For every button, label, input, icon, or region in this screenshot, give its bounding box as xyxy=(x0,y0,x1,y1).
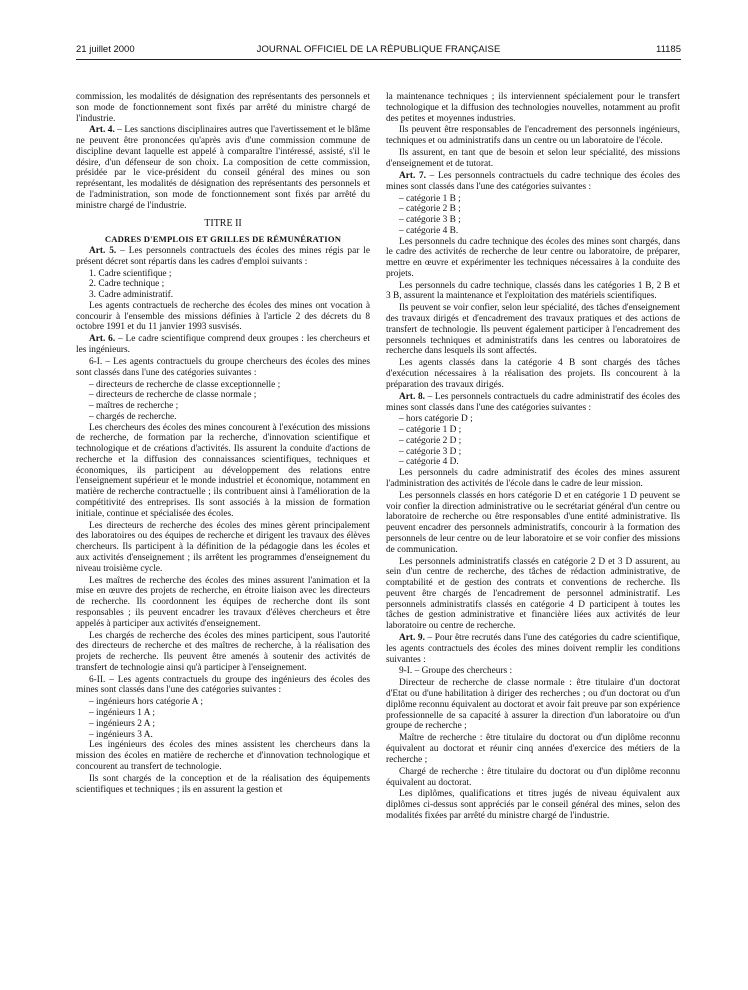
paragraph: Les agents contractuels de recherche des écoles des mines ont vocation à concourir à l'ensemble des missions définies à l'article 2 des décrets du 8 octobre 1991 et du 11 janvier 1993 susvisés. xyxy=(76,300,370,333)
article-9 xyxy=(386,633,680,665)
article-lead: Art. 9. xyxy=(399,633,425,643)
list-item: 1. Cadre scientifique ; xyxy=(89,268,172,279)
article-6 xyxy=(76,334,370,356)
list-item: – catégorie 1 D ; xyxy=(399,425,462,436)
paragraph: 6-I. – Les agents contractuels du groupe chercheurs des écoles des mines sont classés dans l'une des catégories suivantes : xyxy=(76,357,370,378)
paragraph: Les ingénieurs des écoles des mines assistent les chercheurs dans la mission des écoles en matière de recherche et d'innovation technologique et concourent au transfert de technologie. xyxy=(76,740,370,772)
paragraph: Les agents classés dans la catégorie 4 B sont chargés des tâches d'exécution nécessaires à la réalisation des projets. Ils concourent à la préparation des travaux dirigés. xyxy=(386,358,680,390)
article-text: – Le cadre scientifique comprend deux groupes : les chercheurs et les ingénieurs. xyxy=(76,334,370,356)
paragraph: Les personnels du cadre technique, classés dans les catégories 1 B, 2 B et 3 B, assurent la maintenance et l'exploitation des matériels scientifiques. xyxy=(386,280,680,302)
list-item: – maîtres de recherche ; xyxy=(89,401,179,412)
list-item: 3. Cadre administratif. xyxy=(89,290,174,301)
list-item: – catégorie 2 D ; xyxy=(399,435,462,446)
article-lead: Art. 7. xyxy=(399,170,427,181)
paragraph: Ils peuvent se voir confier, selon leur spécialité, des tâches d'enseignement des travaux dirigés et d'encadrement des travaux pratiques et des actions de transfert de technologie. Ils peuvent également participer à l'encadrement des personnels techniques et administratifs dans les centres ou laboratoires de recherche dans lesquels ils sont affectés. xyxy=(386,303,680,357)
list-item: – chargés de recherche. xyxy=(89,411,177,422)
list-item: – directeurs de recherche de classe normale ; xyxy=(89,390,257,401)
paragraph: commission, les modalités de désignation des représentants des personnels et son mode de fonctionnement sont fixés par arrêté du ministre chargé de l'industrie. xyxy=(76,92,370,124)
paragraph: 9-I. – Groupe des chercheurs : xyxy=(399,666,513,677)
paragraph: Les directeurs de recherche des écoles des mines gèrent principalement des laboratoires ou des équipes de recherche et dirigent les travaux des élèves chercheurs. Ils participent à la définition de la pédagogie dans les écoles et aux activités d'enseignement ; ils arrêtent les programmes d'enseignement du niveau troisième cycle. xyxy=(76,520,370,574)
paragraph: Les maîtres de recherche des écoles des mines assurent l'animation et la mise en œuvre des projets de recherche, en étroite liaison avec les directeurs de recherche. Ils coordonnent les équipes de recherche dont ils sont responsables ; ils peuvent encadrer les travaux d'élèves chercheurs et être appelés à participer aux activités d'enseignement. xyxy=(76,575,370,629)
paragraph: Ils assurent, en tant que de besoin et selon leur spécialité, des missions d'enseignement et de tutorat. xyxy=(386,148,680,169)
page-header xyxy=(76,44,681,58)
list-item: – catégorie 4 D. xyxy=(399,457,459,468)
paragraph: Ils peuvent être responsables de l'encadrement des personnels ingénieurs, techniques et ou administratifs dans un centre ou un laboratoire de l'école. xyxy=(386,125,680,147)
article-lead: Art. 8. xyxy=(399,391,425,402)
list-item: – catégorie 3 D ; xyxy=(399,446,462,457)
paragraph: Les personnels du cadre technique des écoles des mines sont chargés, dans le cadre des activités de recherche de leur centre ou laboratoire, de préparer, mettre en œuvre et expérimenter les techniques nécessaires à la conduite des projets. xyxy=(386,236,680,279)
list-item: – catégorie 1 B ; xyxy=(399,193,461,204)
right-column xyxy=(386,92,680,823)
list-item: – catégorie 3 B ; xyxy=(399,215,461,225)
paragraph: la maintenance techniques ; ils interviennent spécialement pour le transfert technologique et la diffusion des technologies nouvelles, notamment au profit des petites et moyennes industries. xyxy=(386,92,680,124)
article-lead: Art. 6. xyxy=(89,334,116,345)
titre-subheading: CADRES D'EMPLOIS ET GRILLES DE RÉMUNÉRATION xyxy=(104,234,342,245)
paragraph: Les personnels du cadre administratif des écoles des mines assurent l'administration des activités de l'école dans le cadre de leur mission. xyxy=(386,468,680,489)
paragraph: 6-II. – Les agents contractuels du groupe des ingénieurs des écoles des mines sont classés dans l'une des catégories suivantes : xyxy=(76,674,370,696)
paragraph: Les personnels classés en hors catégorie D et en catégorie 1 D peuvent se voir confier la direction administrative ou le secrétariat général d'un centre ou laboratoire de recherche ou être responsables d'une entité administrative. Ils peuvent encadrer des personnels administratifs, concourir à la formation des personnels de leur centre ou de leur laboratoire et se voir confier des missions de communication. xyxy=(386,490,680,555)
list-item: – catégorie 4 B. xyxy=(399,225,459,236)
list-item: – ingénieurs 2 A ; xyxy=(89,718,155,729)
article-text: – Pour être recrutés dans l'une des catégories du cadre scientifique, les agents contractuels des écoles des mines doivent remplir les conditions suivantes : xyxy=(386,633,680,665)
paragraph: Les chargés de recherche des écoles des mines participent, sous l'autorité des directeurs de recherche et des maîtres de recherche, à la réalisation des projets de recherche. Ils peuvent être amenés à soutenir des activités de transfert de technologie ainsi qu'à participer à l'enseignement. xyxy=(76,630,370,673)
list-item: – catégorie 2 B ; xyxy=(399,204,461,215)
list-item: – ingénieurs 3 A. xyxy=(89,729,153,740)
header-page-number: 11185 xyxy=(655,44,681,55)
article-text: – Les personnels contractuels du cadre administratif des écoles des mines sont classés dans l'une des catégories suivantes : xyxy=(386,391,681,413)
list-item: – ingénieurs 1 A ; xyxy=(89,708,155,719)
article-text: – Les personnels contractuels des écoles des mines régis par le présent décret sont répartis dans les cadres d'emploi suivants : xyxy=(76,245,370,267)
list-item: – ingénieurs hors catégorie A ; xyxy=(89,697,203,708)
titre-heading: TITRE II xyxy=(204,218,242,230)
paragraph: Chargé de recherche : être titulaire du doctorat ou d'un diplôme reconnu équivalent au doctorat. xyxy=(386,766,680,788)
article-5 xyxy=(76,246,370,268)
header-title: JOURNAL OFFICIEL DE LA RÉPUBLIQUE FRANÇAISE xyxy=(256,44,501,55)
header-date: 21 juillet 2000 xyxy=(76,44,135,55)
article-text: – Les sanctions disciplinaires autres que l'avertissement et le blâme ne peuvent être prononcées qu'après avis d'une commission commune de discipline devant laquelle est appelé à comparaître l'intéressé, assisté, s'il le désire, d'un défenseur de son choix. La composition de cette commission, présidée par le vice-président du conseil général des mines ou son représentant, les modalités de désignation des représentants des personnels et de l'administration, son mode de fonctionnement sont fixés par arrêté du ministre chargé de l'industrie. xyxy=(76,125,371,211)
paragraph: Les chercheurs des écoles des mines concourent à l'exécution des missions de recherche, de formation par la recherche, d'innovation scientifique et technologique et de créations d'activités. Ils assurent la conduite d'actions de recherche et la diffusion des connaissances scientifiques, techniques et économiques, ils participent au développement des relations entre l'enseignement supérieur et le monde industriel et économique, notamment en matière de recherche contractuelle ; ils contribuent ainsi à l'amélioration de la compétitivité des entreprises. Ils sont associés à la mission de formation initiale, continue et spécialisée des écoles. xyxy=(76,422,370,519)
paragraph: Les diplômes, qualifications et titres jugés de niveau équivalent aux diplômes ci-dessus sont appréciés par le conseil général des mines, selon des modalités fixées par arrêté du ministre chargé de l'industrie. xyxy=(386,789,680,821)
article-lead: Art. 5. xyxy=(89,245,117,256)
paragraph: Ils sont chargés de la conception et de la réalisation des équipements scientifiques et techniques ; ils en assurent la gestion et xyxy=(76,773,370,795)
article-8 xyxy=(386,392,680,414)
article-lead: Art. 4. xyxy=(89,125,115,136)
header-rule xyxy=(76,59,681,60)
article-7 xyxy=(386,171,680,193)
paragraph: Les personnels administratifs classés en catégorie 2 D et 3 D assurent, au sein d'un centre de recherche, des tâches de rédaction administrative, de comptabilité et de gestion des contrats et conventions de recherche. Ils peuvent être chargés de l'encadrement de personnel administratif. Les personnels administratifs classés en catégorie 4 D participent à toutes les tâches de gestion administrative et financière liées aux activités de leur laboratoire ou centre de recherche. xyxy=(386,556,680,632)
article-4 xyxy=(76,125,370,211)
article-text: – Les personnels contractuels du cadre technique des écoles des mines sont classés dans l'une des catégories suivantes : xyxy=(386,170,680,192)
paragraph: Maître de recherche : être titulaire du doctorat ou d'un diplôme reconnu équivalent au doctorat et réunir cinq années d'exercice des métiers de la recherche ; xyxy=(386,733,680,765)
left-column xyxy=(76,92,370,797)
paragraph: Directeur de recherche de classe normale : être titulaire d'un doctorat d'Etat ou d'une habilitation à diriger des recherches ; ou d'un doctorat ou d'un diplôme reconnu équivalent au doctorat et avoir fait preuve par son expérience professionnelle de sa capacité à assurer la direction d'un laboratoire ou d'un groupe de recherche ; xyxy=(386,678,680,732)
list-item: – hors catégorie D ; xyxy=(399,414,473,425)
list-item: 2. Cadre technique ; xyxy=(89,279,165,290)
list-item: – directeurs de recherche de classe exceptionnelle ; xyxy=(89,379,281,390)
